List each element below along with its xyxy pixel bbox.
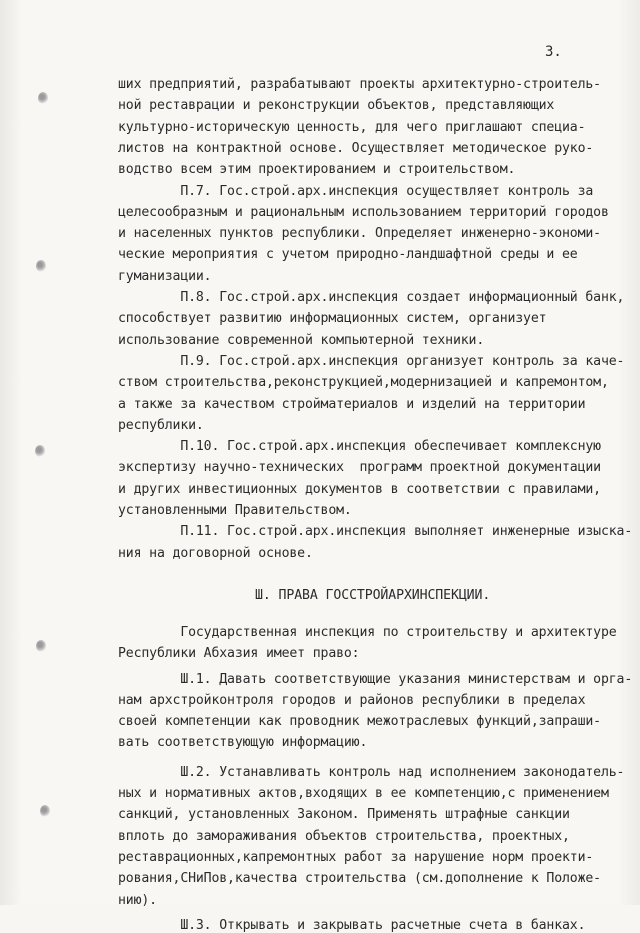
text-line: ной реставрации и реконструкции объектов, представляющих (118, 98, 555, 114)
text-line: нию). (118, 892, 157, 908)
text-line: санкций, установленных Законом. Применять штрафные санкции (118, 807, 570, 823)
text-line: установленными Правительством. (118, 503, 352, 518)
binder-hole (36, 260, 46, 272)
text-line: рования,СНиПов,качества строительства (см.дополнение к Положе- (118, 871, 601, 887)
binder-hole (35, 445, 45, 457)
text-line: культурно-историческую ценность, для чего приглашают специа- (118, 119, 586, 135)
text-line: реставрационных,капремонтных работ за нарушение норм проекти- (118, 849, 594, 865)
page-number: 3. (545, 44, 562, 60)
text-line: и населенных пунктов республики. Определяет инженерно-экономи- (118, 226, 601, 242)
text-line: П.10. Гос.строй.арх.инспекция обеспечивает комплексную (118, 439, 601, 455)
text-line: П.8. Гос.строй.арх.инспекция создает информационный банк, (118, 290, 625, 305)
text-line: нам архстройконтроля городов и районов республики в пределах (118, 692, 586, 708)
text-line: Государственная инспекция по строительству и архитектуре (118, 624, 617, 640)
text-line: ческие мероприятия с учетом природно-ландшафтной среды и ее (118, 247, 578, 263)
text-line: ших предприятий, разрабатывают проекты архитектурно-строитель- (118, 77, 601, 92)
text-line: Республики Абхазия имеет право: (118, 646, 360, 662)
text-line: способствует развитию информационных систем, организует (118, 311, 547, 327)
binder-hole (36, 640, 46, 652)
text-line: Ш.1. Давать соответствующие указания министерствам и орга- (118, 671, 633, 687)
text-line: целесообразным и рациональным использованием территорий городов (118, 204, 609, 220)
text-line: П.7. Гос.строй.арх.инспекция осуществляет контроль за (118, 183, 594, 199)
text-line: Ш.2. Устанавливать контроль над исполнением законодатель- (118, 764, 625, 780)
text-line: республики. (118, 417, 204, 433)
text-line: ных и нормативных актов,входящих в ее компетенцию,с применением (118, 786, 609, 801)
text-line: вплоть до замораживания объектов строительства, проектных, (118, 828, 570, 844)
text-line: вать соответствующую информацию. (118, 735, 368, 751)
text-line: ством строительства,реконструкцией,модернизацией и капремонтом, (118, 375, 609, 391)
text-line: водство всем этим проектированием и строительством. (118, 162, 516, 178)
binder-hole (40, 805, 50, 817)
text-line: Ш.3. Открывать и закрывать расчетные счета в банках. (118, 917, 586, 933)
text-line: экспертизу научно-технических программ проектной документации (118, 460, 601, 476)
text-line: а также за качеством стройматериалов и изделий на территории (118, 396, 586, 412)
section-heading: Ш. ПРАВА ГОССТРОЙАРХИНСПЕКЦИИ. (255, 587, 491, 603)
text-line: своей компетенции как проводник межотраслевых функций,запраши- (118, 714, 601, 730)
text-line: ния на договорной основе. (118, 545, 313, 561)
text-line: использование современной компьютерной техники. (118, 332, 485, 348)
text-line: П.9. Гос.строй.арх.инспекция организует контроль за каче- (118, 353, 625, 369)
text-line: П.11. Гос.строй.арх.инспекция выполняет инженерные изыска- (118, 524, 633, 540)
text-line: и других инвестиционных документов в соответствии с правилами, (118, 481, 601, 497)
text-line: гуманизации. (118, 268, 212, 284)
binder-hole (38, 92, 48, 104)
text-line: листов на контрактной основе. Осуществляет методическое руко- (118, 140, 594, 156)
